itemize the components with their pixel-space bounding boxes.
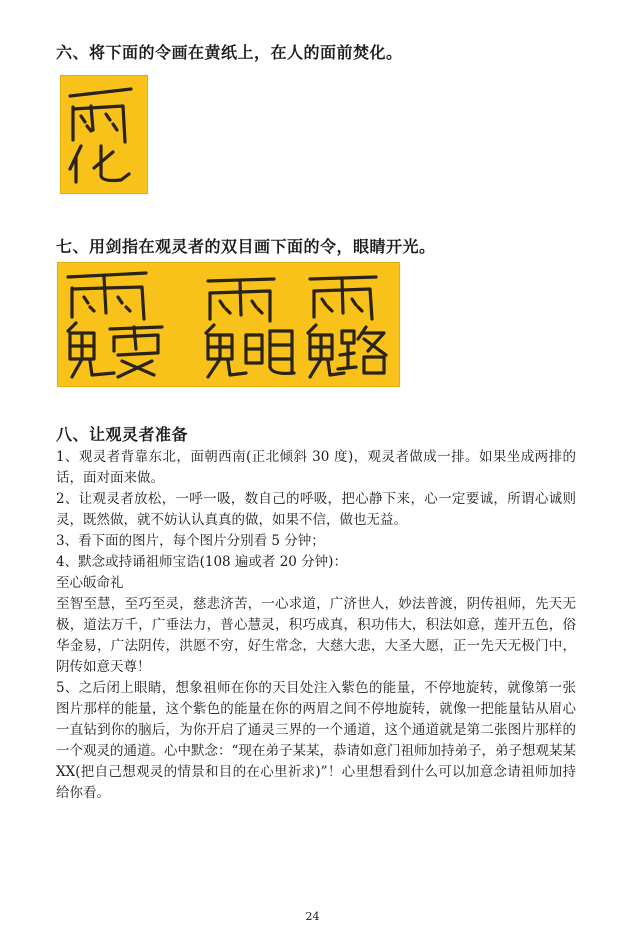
section-6-heading: 六、将下面的令画在黄纸上，在人的面前焚化。	[56, 43, 403, 62]
section-7-heading: 七、用剑指在观灵者的双目画下面的令，眼睛开光。	[56, 237, 436, 256]
rain-transform-talisman-image	[60, 75, 148, 194]
section-8-heading: 八、让观灵者准备	[56, 425, 189, 444]
eye-opening-talisman-image	[57, 262, 400, 387]
section-8-body	[56, 447, 576, 804]
invocation-text: 至智至慧，至巧至灵，慈悲济苦，一心求道，广济世人，妙法普渡，阴传祖师，先天无极，道法万千，广垂法力，普心慧灵，积巧成真，积功伟大，积法如意，莲开五色，俗华金易，广法阴传，洪愿不穷，好生常念，大慈大悲，大圣大愿，正一先天无极门中，阴传如意天尊！	[56, 596, 576, 675]
step-4-paragraph: 4、默念或持诵祖师宝诰(108 遍或者 20 分钟)：	[56, 554, 347, 570]
page-number: 24	[305, 910, 320, 923]
talisman-calligraphy-2	[58, 263, 399, 386]
step-3-paragraph: 3、看下面的图片，每个图片分别看 5 分钟；	[56, 533, 325, 549]
talisman-calligraphy-1	[61, 76, 147, 193]
step-5-paragraph: 5、之后闭上眼睛，想象祖师在你的天目处注入紫色的能量，不停地旋转，就像第一张图片那样的能量，这个紫色的能量在你的两眉之间不停地旋转，就像一把能量钻从眉心一直钻到你的脑后，为你开启了通灵三界的一个通道，这个通道就是第二张图片那样的一个观灵的通道。心中默念：“现在弟子某某，恭请如意门祖师加持弟子，弟子想观某某 XX(把自己想观灵的情景和目的在心里祈求)”！心里想看到什么可以加意念请祖师加持给你看。	[56, 680, 576, 801]
step-2-paragraph: 2、让观灵者放松，一呼一吸，数自己的呼吸，把心静下来，心一定要诚，所谓心诚则灵，既然做，就不妨认认真真的做，如果不信，做也无益。	[56, 491, 576, 528]
step-1-paragraph: 1、观灵者背靠东北，面朝西南(正北倾斜 30 度)，观灵者做成一排。如果坐成两排的话，面对面来做。	[56, 449, 576, 486]
invocation-title: 至心皈命礼	[56, 575, 124, 591]
